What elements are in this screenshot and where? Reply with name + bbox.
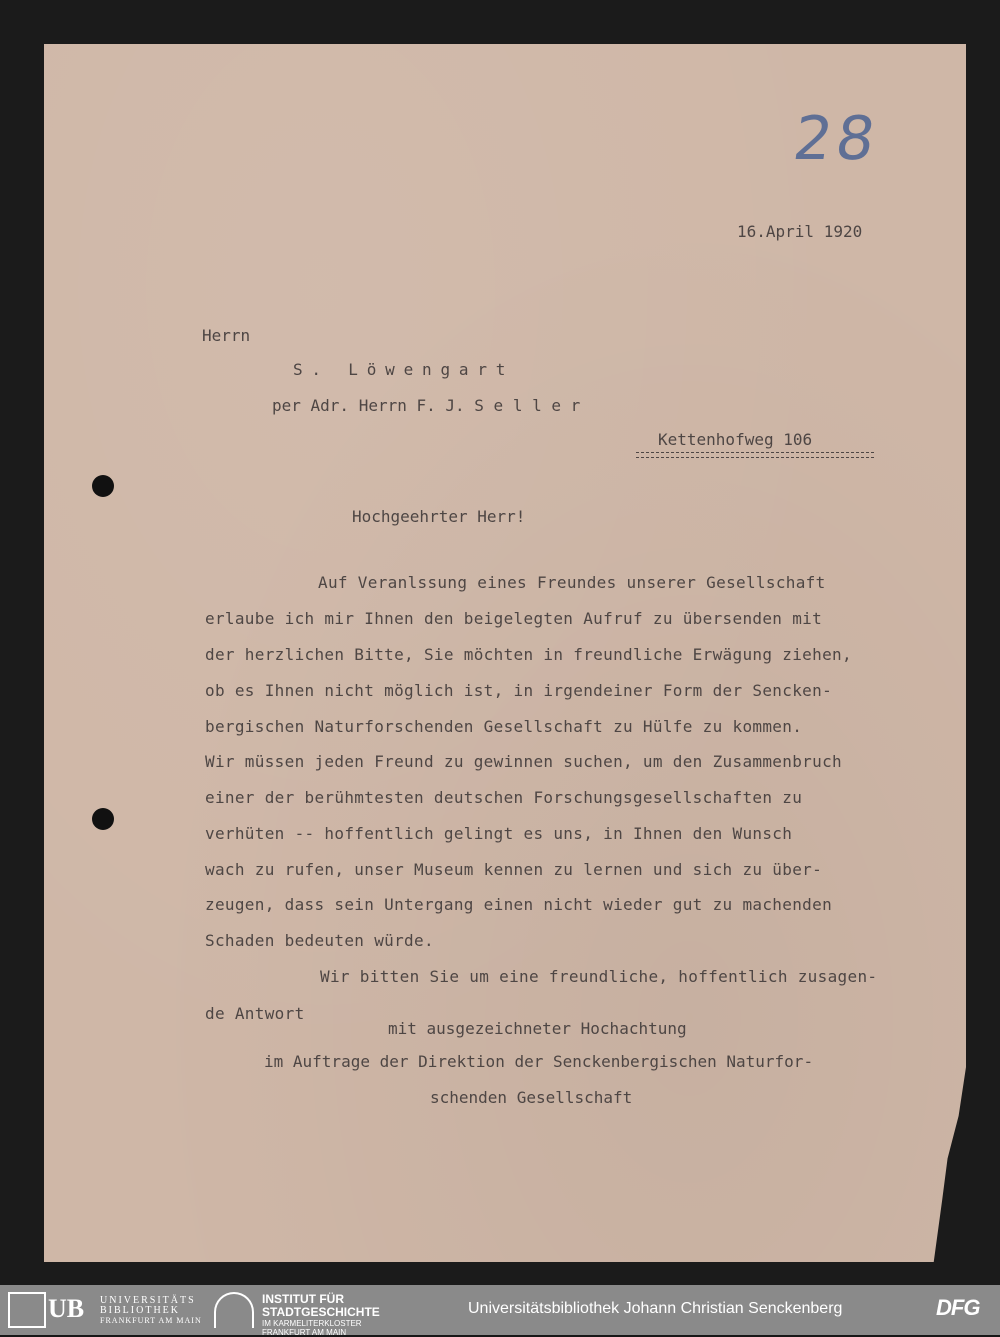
greeting: Hochgeehrter Herr! (352, 507, 526, 526)
body-line: verhüten -- hoffentlich gelingt es uns, in Ihnen den Wunsch (205, 824, 793, 843)
body-line: ob es Ihnen nicht möglich ist, in irgendeiner Form der Sencken- (205, 681, 833, 700)
ub-line: FRANKFURT AM MAIN (100, 1316, 202, 1325)
isg-line: FRANKFURT AM MAIN (262, 1328, 347, 1337)
isg-logo[interactable] (214, 1292, 404, 1337)
body-line: Wir bitten Sie um eine freundliche, hoffentlich zusagen- (320, 967, 878, 986)
library-title: Universitätsbibliothek Johann Christian Senckenberg (468, 1300, 843, 1317)
ub-letters: UB (48, 1294, 85, 1323)
closing: mit ausgezeichneter Hochachtung (388, 1019, 687, 1038)
arch-icon (214, 1292, 254, 1328)
ub-seal-icon (8, 1292, 46, 1328)
signature-line: schenden Gesellschaft (430, 1088, 633, 1107)
body-line: Auf Veranlssung eines Freundes unserer Gesellschaft (318, 573, 826, 592)
ub-text (100, 1296, 202, 1326)
ub-line: UNIVERSITÄTS (100, 1295, 196, 1306)
recipient-prefix: Herrn (202, 326, 251, 345)
ub-logo[interactable] (8, 1292, 208, 1328)
body-line: de Antwort (205, 1004, 305, 1023)
isg-line: STADTGESCHICHTE (262, 1305, 380, 1319)
dfg-logo[interactable]: DFG (936, 1295, 980, 1320)
archive-number: 28 (789, 104, 884, 174)
body-line: Wir müssen jeden Freund zu gewinnen suchen, um den Zusammenbruch (205, 752, 842, 771)
footer-bar (0, 1285, 1000, 1335)
body-line: zeugen, dass sein Untergang einen nicht wieder gut zu machenden (205, 895, 833, 914)
isg-line: INSTITUT FÜR (262, 1292, 344, 1306)
body-line: Schaden bedeuten würde. (205, 931, 434, 950)
letter-date: 16.April 1920 (737, 222, 863, 241)
recipient-name: S. Löwengart (293, 360, 515, 379)
body-line: bergischen Naturforschenden Gesellschaft zu Hülfe zu kommen. (205, 717, 803, 736)
recipient-care-of: per Adr. Herrn F. J. S e l l e r (272, 396, 581, 415)
body-line: wach zu rufen, unser Museum kennen zu lernen und sich zu über- (205, 860, 823, 879)
isg-line: IM KARMELITERKLOSTER (262, 1319, 362, 1328)
ub-line: BIBLIOTHEK (100, 1305, 180, 1316)
recipient-street: Kettenhofweg 106 (658, 430, 813, 449)
body-line: erlaube ich mir Ihnen den beigelegten Aufruf zu übersenden mit (205, 609, 823, 628)
punch-hole (92, 808, 114, 830)
isg-title (262, 1293, 380, 1319)
body-line: der herzlichen Bitte, Sie möchten in freundliche Erwägung ziehen, (205, 645, 852, 664)
punch-hole (92, 475, 114, 497)
body-line: einer der berühmtesten deutschen Forschungsgesellschaften zu (205, 788, 803, 807)
signature-line: im Auftrage der Direktion der Senckenbergischen Naturfor- (264, 1052, 814, 1071)
street-underline (636, 452, 874, 458)
isg-subtitle (262, 1319, 362, 1337)
